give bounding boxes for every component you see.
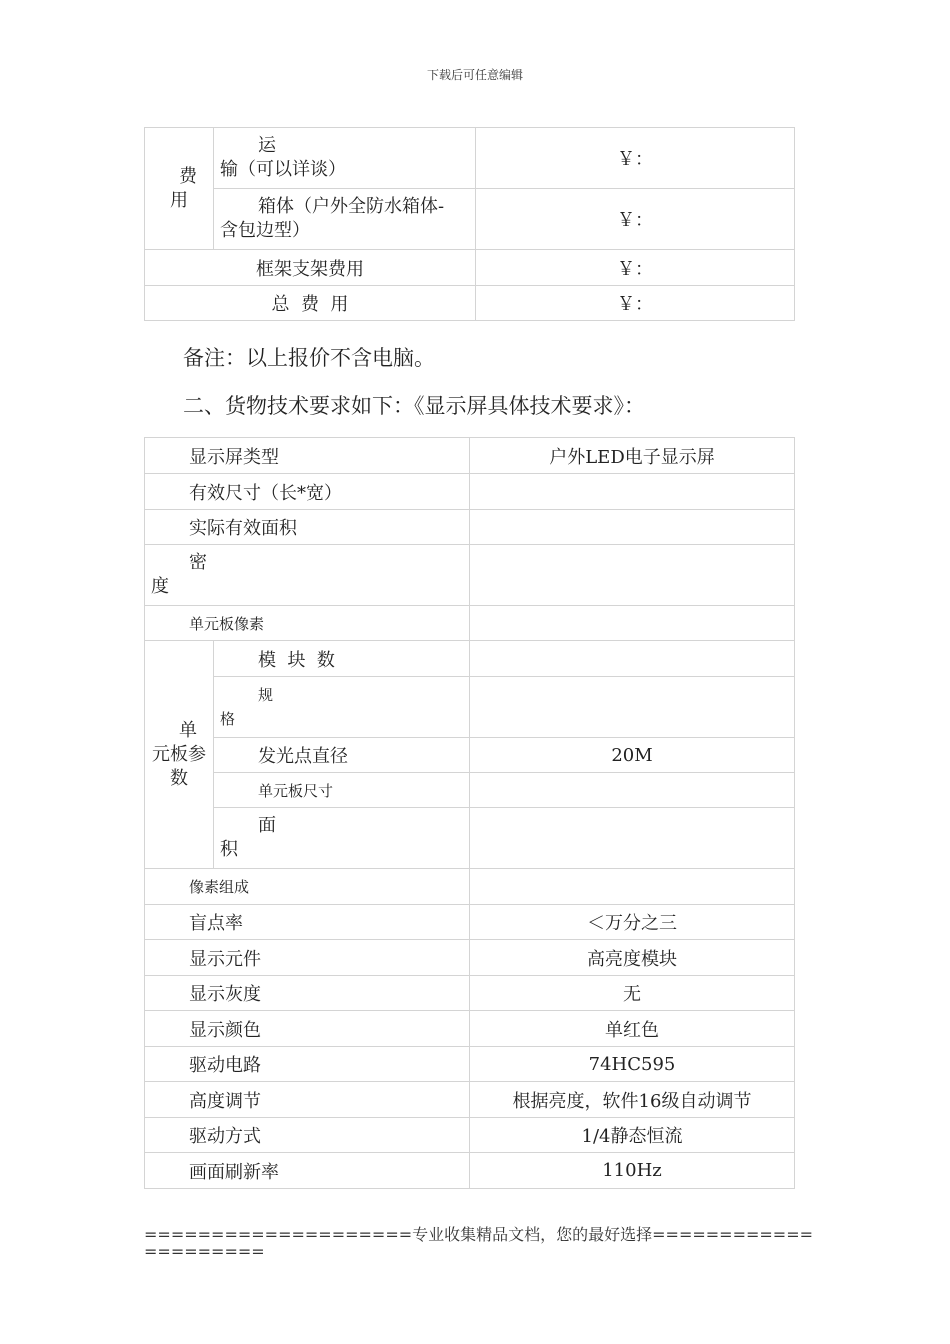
remark-text: 备注：以上报价不含电脑。	[183, 346, 435, 370]
table-row	[145, 905, 795, 940]
fee-group-label: 费 用	[145, 128, 214, 250]
spec-label: 有效尺寸（长*宽）	[145, 474, 470, 510]
spec-value: 20M	[470, 738, 795, 773]
fee-item-cabinet: 箱体（户外全防水箱体- 含包边型）	[214, 189, 476, 250]
spec-value	[470, 641, 795, 677]
spec-label: 规 格	[214, 677, 470, 738]
table-row	[145, 773, 795, 808]
spec-value: 74HC595	[470, 1047, 795, 1082]
table-row	[145, 250, 795, 286]
spec-value: 根据亮度，软件16级自动调节	[470, 1082, 795, 1118]
table-row	[145, 641, 795, 677]
table-row	[145, 677, 795, 738]
table-row	[145, 545, 795, 606]
spec-value	[470, 474, 795, 510]
spec-label: 单元板像素	[145, 606, 470, 641]
table-row	[145, 286, 795, 321]
spec-value	[470, 808, 795, 869]
spec-label: 发光点直径	[214, 738, 470, 773]
spec-label: 密 度	[145, 545, 470, 606]
table-row	[145, 1118, 795, 1153]
spec-value: 高亮度模块	[470, 940, 795, 976]
fee-value: ￥：	[476, 189, 795, 250]
table-row	[145, 1153, 795, 1189]
spec-label: 模 块 数	[214, 641, 470, 677]
spec-value: ＜万分之三	[470, 905, 795, 940]
spec-table	[144, 437, 795, 1189]
spec-label: 显示元件	[145, 940, 470, 976]
spec-label: 单元板尺寸	[214, 773, 470, 808]
spec-value	[470, 606, 795, 641]
table-row	[145, 1011, 795, 1047]
spec-label: 面 积	[214, 808, 470, 869]
table-row	[145, 474, 795, 510]
fee-item-frame: 框架支架费用	[145, 250, 476, 286]
table-row	[145, 976, 795, 1011]
fee-item-total: 总 费 用	[145, 286, 476, 321]
fee-item-transport: 运 输（可以详谈）	[214, 128, 476, 189]
table-row	[145, 606, 795, 641]
spec-label: 盲点率	[145, 905, 470, 940]
spec-value: 1/4静态恒流	[470, 1118, 795, 1153]
unit-group-label: 单 元板参 数	[145, 641, 214, 869]
spec-label: 驱动方式	[145, 1118, 470, 1153]
table-row	[145, 808, 795, 869]
spec-label: 显示颜色	[145, 1011, 470, 1047]
spec-value	[470, 545, 795, 606]
spec-label: 显示屏类型	[145, 438, 470, 474]
section-title: 二、货物技术要求如下：《显示屏具体技术要求》：	[183, 394, 645, 418]
spec-value	[470, 773, 795, 808]
spec-value	[470, 869, 795, 905]
page-header-note: 下载后可任意编辑	[426, 68, 523, 82]
spec-value: 户外LED电子显示屏	[470, 438, 795, 474]
fee-value: ￥：	[476, 250, 795, 286]
table-row	[145, 1082, 795, 1118]
spec-label: 实际有效面积	[145, 510, 470, 545]
fee-value: ￥：	[476, 128, 795, 189]
spec-value: 110Hz	[470, 1153, 795, 1189]
fee-value: ￥：	[476, 286, 795, 321]
fee-table	[144, 127, 795, 321]
table-row	[145, 1047, 795, 1082]
table-row	[145, 189, 795, 250]
spec-value: 单红色	[470, 1011, 795, 1047]
table-row	[145, 869, 795, 905]
spec-value	[470, 510, 795, 545]
table-row	[145, 940, 795, 976]
table-row	[145, 128, 795, 189]
table-row	[145, 510, 795, 545]
spec-label: 驱动电路	[145, 1047, 470, 1082]
table-row	[145, 438, 795, 474]
table-row	[145, 738, 795, 773]
spec-label: 画面刷新率	[145, 1153, 470, 1189]
spec-value: 无	[470, 976, 795, 1011]
page-footer: ====================专业收集精品文档，您的最好选择=====================	[144, 1225, 814, 1261]
spec-value	[470, 677, 795, 738]
spec-label: 显示灰度	[145, 976, 470, 1011]
spec-label: 高度调节	[145, 1082, 470, 1118]
spec-label: 像素组成	[145, 869, 470, 905]
